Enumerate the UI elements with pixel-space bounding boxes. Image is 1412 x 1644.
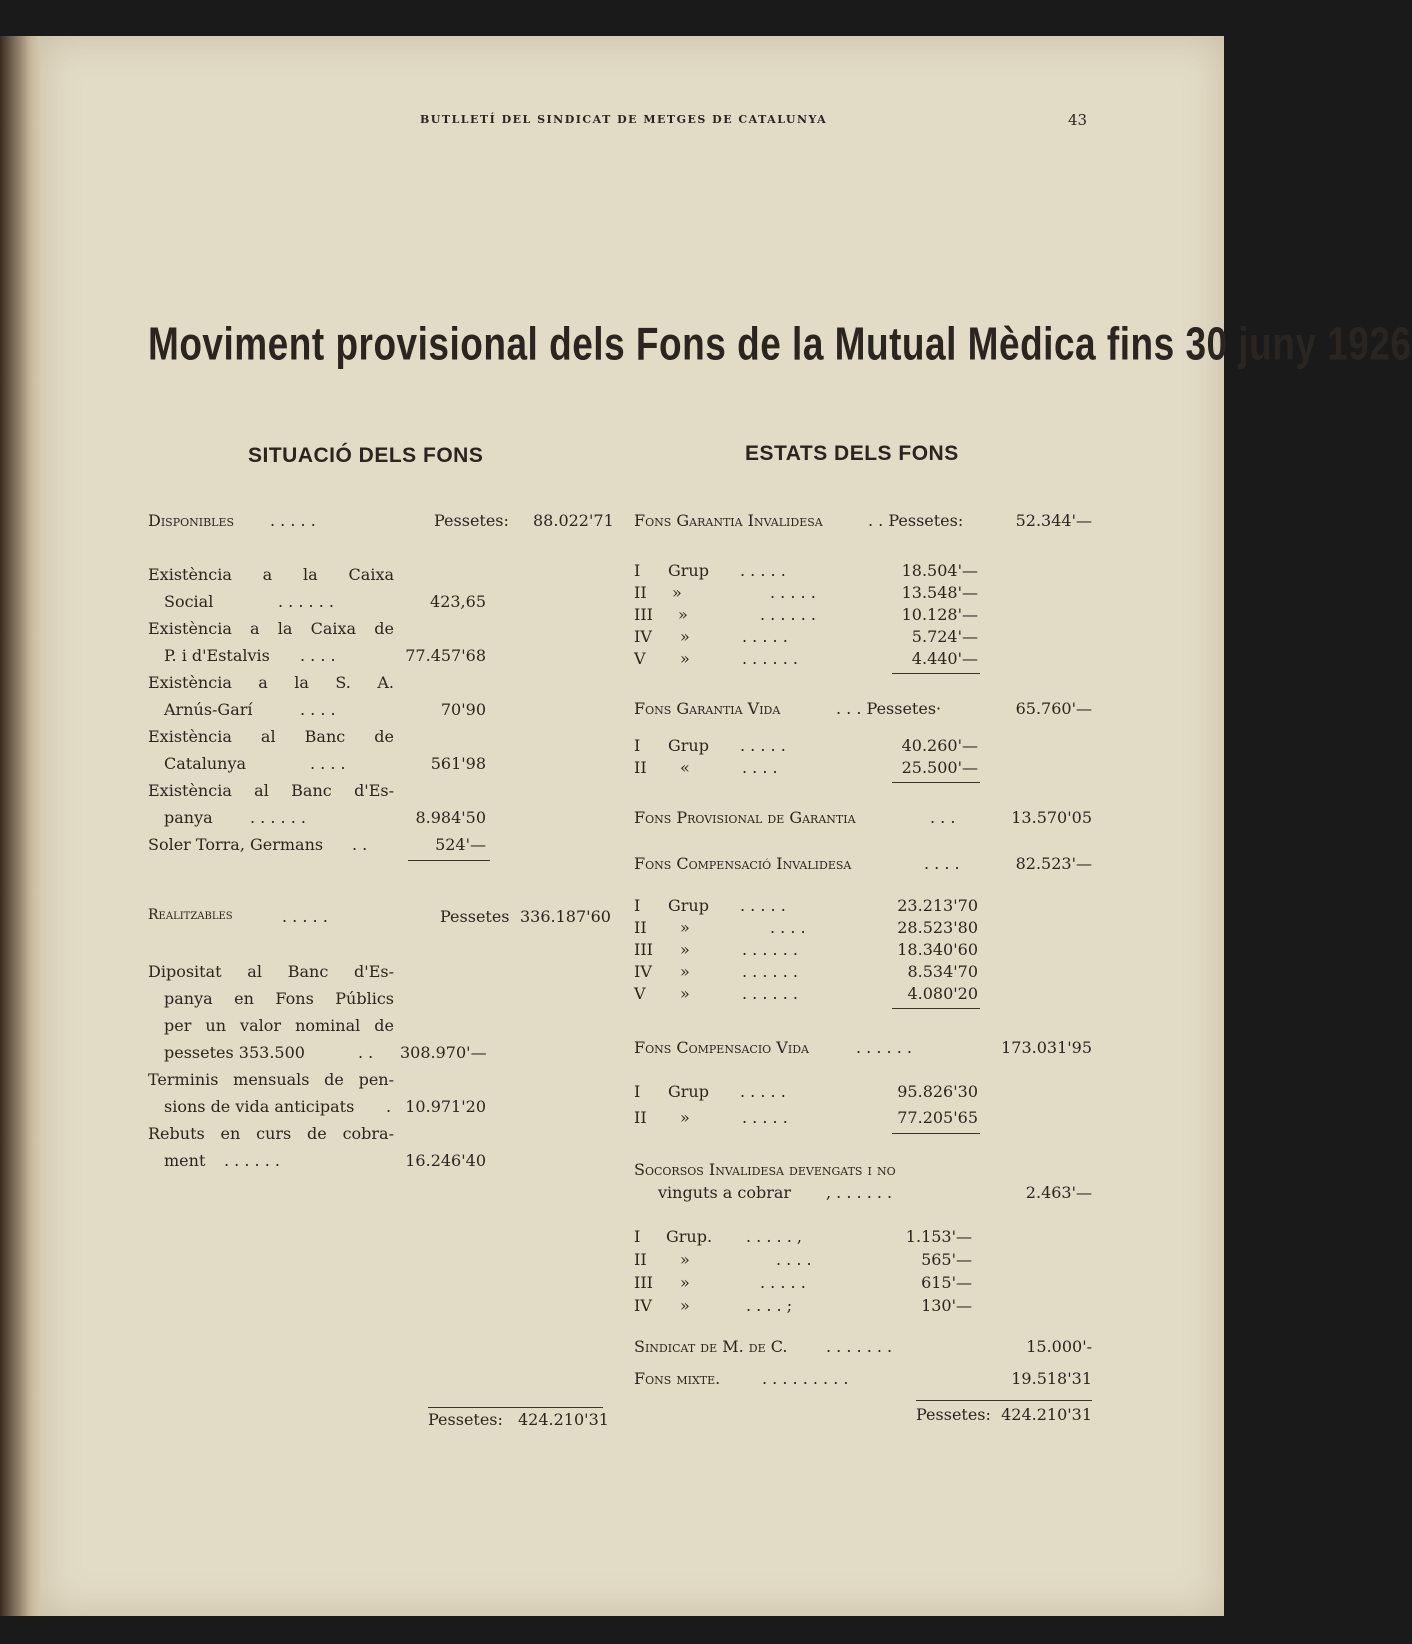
fgv-row-2-mark: «: [680, 758, 690, 777]
left-column-heading: SITUACIÓ DELS FONS: [248, 444, 484, 467]
fci-row-1-mark: Grup: [668, 896, 709, 915]
terminis-line2: sions de vida anticipats: [164, 1097, 355, 1116]
item-3-line1: Existència a la S. A.: [148, 673, 394, 692]
item-2-dots: . . . .: [300, 646, 336, 665]
fgv-row-1-dots: . . . . .: [740, 736, 786, 755]
fgv-total: 65.760'—: [1015, 699, 1092, 718]
item-2-line1: Existència a la Caixa de: [148, 619, 394, 638]
siv-row-2-mark: »: [680, 1250, 690, 1269]
item-2-value: 77.457'68: [405, 646, 486, 665]
disponibles-total: 88.022'71: [533, 511, 614, 530]
fci-label: Fons Compensació Invalidesa: [634, 854, 852, 873]
item-4-value: 561'98: [430, 754, 486, 773]
fcv-subtotal-rule: [892, 1133, 980, 1134]
item-5-value: 8.984'50: [415, 808, 486, 827]
fgi-row-5-mark: »: [680, 649, 690, 668]
fgv-row-1-value: 40.260'—: [901, 736, 978, 755]
fpg-total: 13.570'05: [1011, 808, 1092, 827]
left-total-rule: [428, 1407, 603, 1408]
fgi-row-2-value: 13.548'—: [901, 583, 978, 602]
fgi-row-5-group: V: [634, 649, 646, 668]
fci-row-3-dots: . . . . . .: [742, 940, 798, 959]
fci-row-1-group: I: [634, 896, 641, 915]
fcv-row-2-value: 77.205'65: [897, 1108, 978, 1127]
sindicat-label: Sindicat de M. de C.: [634, 1337, 788, 1356]
page-number: 43: [1068, 111, 1088, 129]
siv-line2: vinguts a cobrar: [658, 1183, 792, 1202]
siv-line1: Socorsos Invalidesa devengats i no: [634, 1160, 896, 1179]
sindicat-total: 15.000'-: [1026, 1337, 1092, 1356]
rebuts-value: 16.246'40: [405, 1151, 486, 1170]
book-spine: [0, 36, 44, 1616]
fcv-label: Fons Compensacio Vida: [634, 1038, 809, 1057]
fgv-row-1-mark: Grup: [668, 736, 709, 755]
siv-dots: , . . . . . .: [826, 1183, 893, 1202]
left-total-label: Pessetes:: [428, 1410, 503, 1429]
disponibles-dots: . . . . .: [270, 511, 316, 530]
dipositat-line4: pessetes 353.500: [164, 1043, 305, 1062]
siv-row-1-group: I: [634, 1227, 641, 1246]
item-3-line2: Arnús-Garí: [164, 700, 253, 719]
item-3-dots: . . . .: [300, 700, 336, 719]
fgi-row-2-group: II: [634, 583, 647, 602]
item-5-line1: Existència al Banc d'Es-: [148, 781, 394, 800]
siv-row-3-mark: »: [680, 1273, 690, 1292]
fgi-row-1-mark: Grup: [668, 561, 709, 580]
fgi-row-4-mark: »: [680, 627, 690, 646]
fcv-row-1-group: I: [634, 1082, 641, 1101]
fgv-row-2-value: 25.500'—: [901, 758, 978, 777]
item-4-line1: Existència al Banc de: [148, 727, 394, 746]
realitzables-dots: . . . . .: [282, 907, 328, 926]
siv-row-1-mark: Grup.: [666, 1227, 713, 1246]
siv-row-2-value: 565'—: [921, 1250, 972, 1269]
fci-row-3-group: III: [634, 940, 653, 959]
sindicat-dots: . . . . . . .: [826, 1337, 893, 1356]
siv-row-1-value: 1.153'—: [905, 1227, 972, 1246]
siv-total: 2.463'—: [1025, 1183, 1092, 1202]
fgi-row-5-dots: . . . . . .: [742, 649, 798, 668]
item-4-line2: Catalunya: [164, 754, 247, 773]
fgi-row-3-mark: »: [678, 605, 688, 624]
fgv-dots: . . . Pessetes·: [836, 699, 942, 718]
fgi-row-3-value: 10.128'—: [901, 605, 978, 624]
fci-row-5-value: 4.080'20: [907, 984, 978, 1003]
fci-row-5-mark: »: [680, 984, 690, 1003]
fgv-subtotal-rule: [892, 782, 980, 783]
realitzables-currency: Pessetes: [440, 907, 510, 926]
item-1-line1: Existència a la Caixa: [148, 565, 394, 584]
rebuts-line2: ment: [164, 1151, 206, 1170]
fci-row-4-group: IV: [634, 962, 652, 981]
siv-row-3-group: III: [634, 1273, 653, 1292]
fci-row-3-value: 18.340'60: [897, 940, 978, 959]
dipositat-line1: Dipositat al Banc d'Es-: [148, 962, 394, 981]
mixte-dots: . . . . . . . . .: [762, 1369, 849, 1388]
rebuts-dots: . . . . . .: [224, 1151, 280, 1170]
item-5-line2: panya: [164, 808, 213, 827]
fci-row-5-group: V: [634, 984, 646, 1003]
fcv-total: 173.031'95: [1001, 1038, 1092, 1057]
left-total-value: 424.210'31: [518, 1410, 609, 1429]
fcv-row-1-mark: Grup: [668, 1082, 709, 1101]
fgi-row-4-group: IV: [634, 627, 652, 646]
fgv-label: Fons Garantia Vida: [634, 699, 781, 718]
running-title: BUTLLETÍ DEL SINDICAT DE METGES DE CATALUNYA: [420, 113, 828, 126]
item-1-value: 423,65: [430, 592, 486, 611]
item-3-value: 70'90: [440, 700, 486, 719]
fgi-row-4-dots: . . . . .: [742, 627, 788, 646]
fci-dots: . . . .: [924, 854, 960, 873]
fgi-row-1-group: I: [634, 561, 641, 580]
siv-row-4-value: 130'—: [921, 1296, 972, 1315]
disponibles-label: Disponibles: [148, 511, 235, 530]
fcv-row-2-mark: »: [680, 1108, 690, 1127]
fgi-label: Fons Garantia Invalidesa: [634, 511, 823, 530]
fpg-dots: . . .: [930, 808, 956, 827]
dipositat-value: 308.970'—: [400, 1043, 487, 1062]
realitzables-total: 336.187'60: [520, 907, 611, 926]
fci-row-5-dots: . . . . . .: [742, 984, 798, 1003]
dipositat-dots: . .: [358, 1043, 374, 1062]
item-1-dots: . . . . . .: [278, 592, 334, 611]
page-title: Moviment provisional dels Fons de la Mutual Mèdica fins 30 juny 1926: [148, 318, 1412, 370]
realitzables-label: Realitzables: [148, 907, 233, 923]
terminis-line1: Terminis mensuals de pen-: [148, 1070, 394, 1089]
fpg-label: Fons Provisional de Garantia: [634, 808, 856, 827]
right-total-label: Pessetes:: [916, 1405, 991, 1424]
fci-total: 82.523'—: [1015, 854, 1092, 873]
siv-row-2-dots: . . . .: [776, 1250, 812, 1269]
fci-row-2-value: 28.523'80: [897, 918, 978, 937]
fci-row-2-mark: »: [680, 918, 690, 937]
right-total-rule: [916, 1400, 1092, 1401]
soler-label: Soler Torra, Germans: [148, 835, 324, 854]
fgi-row-1-value: 18.504'—: [901, 561, 978, 580]
fcv-row-2-dots: . . . . .: [742, 1108, 788, 1127]
fci-row-4-value: 8.534'70: [907, 962, 978, 981]
fgi-row-2-dots: . . . . .: [770, 583, 816, 602]
fgv-row-2-group: II: [634, 758, 647, 777]
right-column-heading: ESTATS DELS FONS: [745, 442, 959, 465]
fcv-row-1-value: 95.826'30: [897, 1082, 978, 1101]
siv-row-2-group: II: [634, 1250, 647, 1269]
fgi-row-3-dots: . . . . . .: [760, 605, 816, 624]
fgi-total: 52.344'—: [1015, 511, 1092, 530]
fgi-row-2-mark: »: [672, 583, 682, 602]
right-total-value: 424.210'31: [1001, 1405, 1092, 1424]
fci-row-1-dots: . . . . .: [740, 896, 786, 915]
item-4-dots: . . . .: [310, 754, 346, 773]
fci-subtotal-rule: [892, 1008, 980, 1009]
subtotal-rule: [408, 860, 490, 861]
siv-row-4-dots: . . . . ;: [746, 1296, 793, 1315]
fgi-row-3-group: III: [634, 605, 653, 624]
fgv-row-2-dots: . . . .: [742, 758, 778, 777]
fci-row-3-mark: »: [680, 940, 690, 959]
fci-row-4-dots: . . . . . .: [742, 962, 798, 981]
siv-row-3-dots: . . . . .: [760, 1273, 806, 1292]
item-1-line2: Social: [164, 592, 214, 611]
fgi-row-1-dots: . . . . .: [740, 561, 786, 580]
fgv-row-1-group: I: [634, 736, 641, 755]
siv-row-1-dots: . . . . . ,: [746, 1227, 802, 1246]
fcv-row-1-dots: . . . . .: [740, 1082, 786, 1101]
fcv-dots: . . . . . .: [856, 1038, 912, 1057]
fgi-dots: . . Pessetes:: [868, 511, 964, 530]
fcv-row-2-group: II: [634, 1108, 647, 1127]
terminis-dots: .: [386, 1097, 392, 1116]
fci-row-2-dots: . . . .: [770, 918, 806, 937]
disponibles-currency: Pessetes:: [434, 511, 509, 530]
rebuts-line1: Rebuts en curs de cobra-: [148, 1124, 394, 1143]
soler-value: 524'—: [435, 835, 486, 854]
item-2-line2: P. i d'Estalvis: [164, 646, 270, 665]
soler-dots: . .: [352, 835, 368, 854]
fgi-row-5-value: 4.440'—: [911, 649, 978, 668]
item-5-dots: . . . . . .: [250, 808, 306, 827]
terminis-value: 10.971'20: [405, 1097, 486, 1116]
fgi-subtotal-rule: [892, 673, 980, 674]
dipositat-line3: per un valor nominal de: [164, 1016, 394, 1035]
siv-row-3-value: 615'—: [921, 1273, 972, 1292]
dipositat-line2: panya en Fons Públics: [164, 989, 394, 1008]
mixte-total: 19.518'31: [1011, 1369, 1092, 1388]
fci-row-2-group: II: [634, 918, 647, 937]
siv-row-4-group: IV: [634, 1296, 652, 1315]
fgi-row-4-value: 5.724'—: [911, 627, 978, 646]
fci-row-1-value: 23.213'70: [897, 896, 978, 915]
fci-row-4-mark: »: [680, 962, 690, 981]
siv-row-4-mark: »: [680, 1296, 690, 1315]
mixte-label: Fons mixte.: [634, 1369, 721, 1388]
